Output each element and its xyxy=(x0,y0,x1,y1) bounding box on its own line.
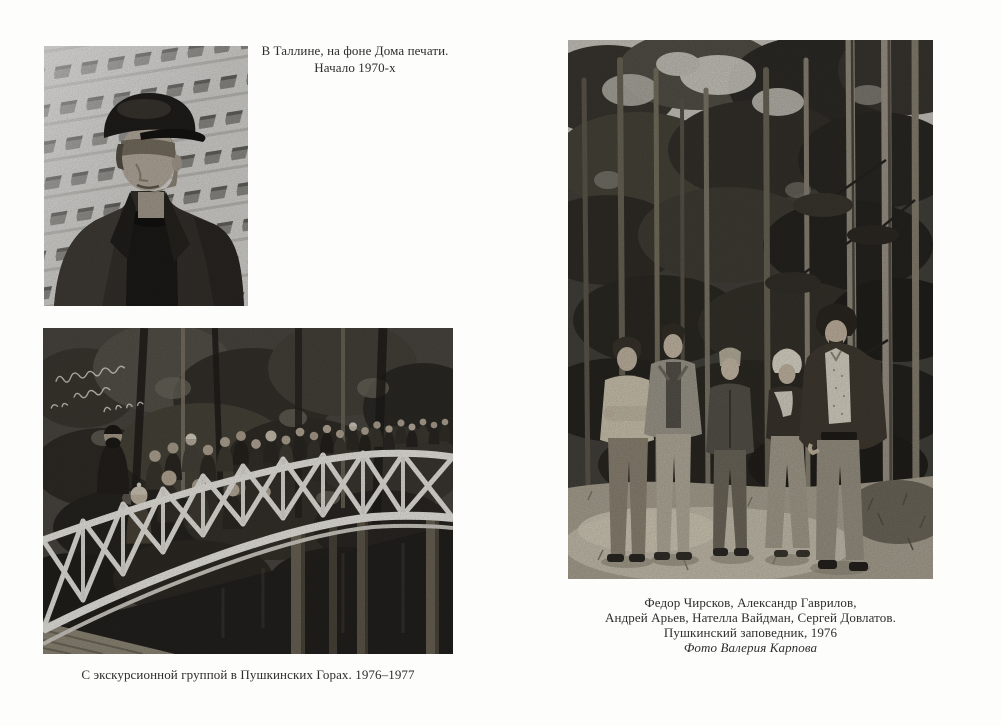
forest-photo-illustration xyxy=(568,40,933,579)
caption-portrait xyxy=(248,42,462,76)
caption-forest-photo-credit: Фото Валерия Карпова xyxy=(683,640,818,655)
photo-bridge-group xyxy=(43,328,453,654)
bridge-photo-illustration xyxy=(43,328,453,654)
caption-forest-line1: Федор Чирсков, Александр Гаврилов, xyxy=(644,595,857,610)
photo-forest-group xyxy=(568,40,933,579)
caption-forest-line2: Андрей Арьев, Нателла Вайдман, Сергей Довлатов. xyxy=(605,610,896,625)
caption-bridge xyxy=(43,667,453,683)
photo-portrait-tallinn xyxy=(44,46,248,306)
caption-portrait-line1: В Таллине, на фоне Дома печати. xyxy=(261,43,449,58)
caption-portrait-line2: Начало 1970-х xyxy=(314,60,396,75)
caption-forest xyxy=(568,595,933,655)
caption-bridge-line1: С экскурсионной группой в Пушкинских Горах. 1976–1977 xyxy=(81,667,415,682)
caption-forest-line3: Пушкинский заповедник, 1976 xyxy=(663,625,838,640)
portrait-photo-illustration xyxy=(44,46,248,306)
